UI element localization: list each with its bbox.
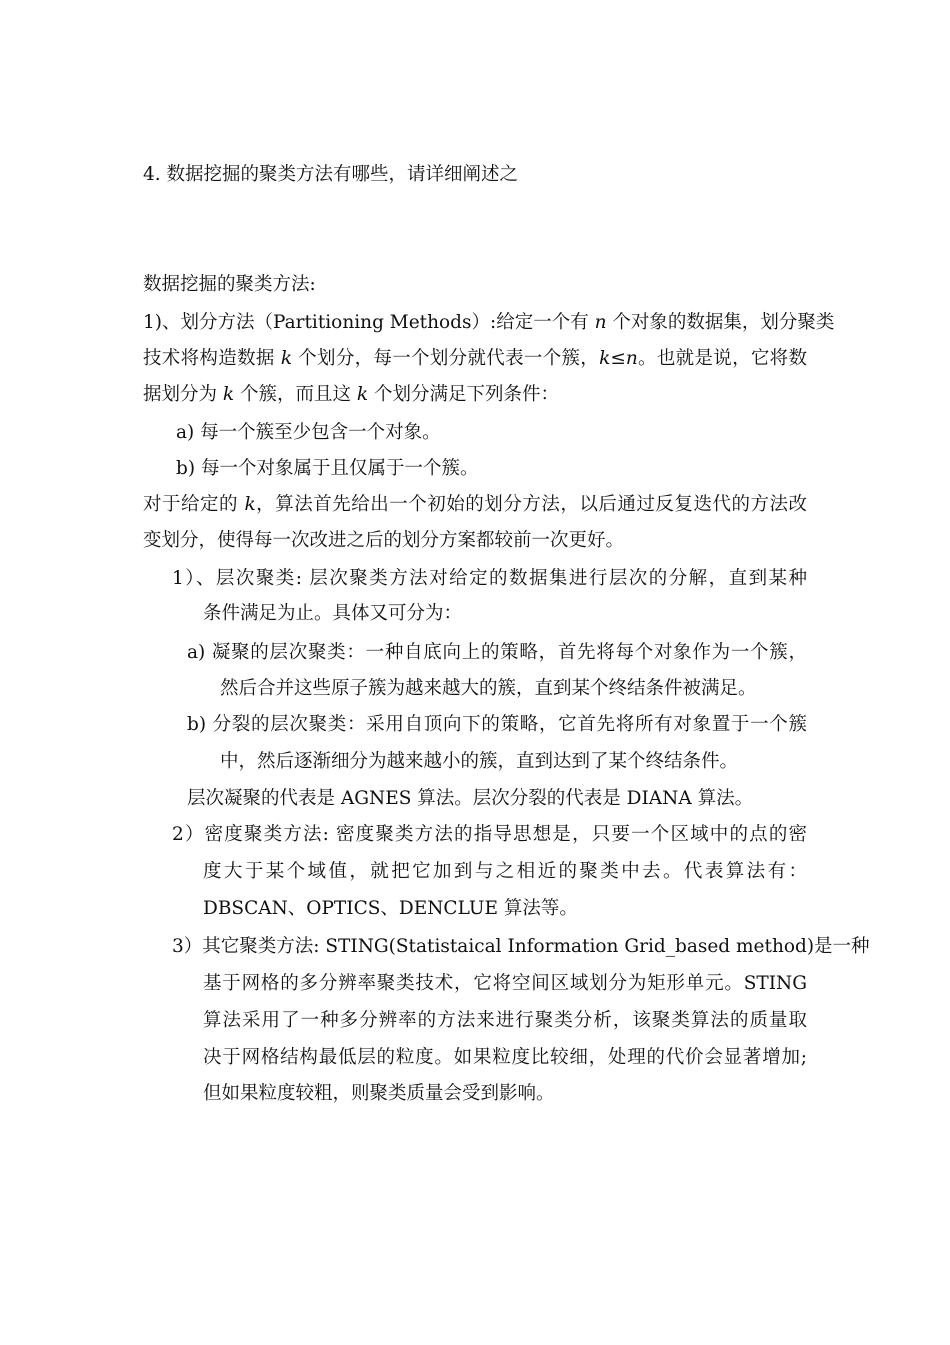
- partition-line-5: 变划分，使得每一次改进之后的划分方案都较前一次更好。: [143, 530, 625, 551]
- other-line-3: 算法采用了一种多分辨率的方法来进行聚类分析，该聚类算法的质量取: [203, 1010, 807, 1031]
- partition-line-3: 据划分为 k 个簇，而且这 k 个划分满足下列条件：: [143, 384, 559, 405]
- question-heading: 4. 数据挖掘的聚类方法有哪些，请详细阐述之: [143, 164, 519, 185]
- partition-line-2: 技术将构造数据 k 个划分，每一个划分就代表一个簇，k≤n。也就是说，它将数: [143, 348, 807, 369]
- hierarchical-b-1: b) 分裂的层次聚类：采用自顶向下的策略，它首先将所有对象置于一个簇: [187, 714, 807, 735]
- partition-condition-a: a) 每一个簇至少包含一个对象。: [176, 422, 441, 443]
- density-line-2: 度大于某个域值，就把它加到与之相近的聚类中去。代表算法有：: [203, 861, 807, 882]
- density-line-1: 2）密度聚类方法: 密度聚类方法的指导思想是，只要一个区域中的点的密: [172, 824, 807, 845]
- hierarchical-line-2: 条件满足为止。具体又可分为：: [203, 603, 463, 624]
- hierarchical-a-1: a) 凝聚的层次聚类：一种自底向上的策略，首先将每个对象作为一个簇，: [187, 642, 807, 663]
- intro-text: 数据挖掘的聚类方法:: [143, 274, 316, 295]
- other-line-5: 但如果粒度较粗，则聚类质量会受到影响。: [203, 1083, 555, 1104]
- hierarchical-b-2: 中，然后逐渐细分为越来越小的簇，直到达到了某个终结条件。: [220, 751, 739, 772]
- other-line-1: 3）其它聚类方法: STING(Statistaical Information Grid_based method)是一种: [172, 936, 870, 957]
- partition-condition-b: b) 每一个对象属于且仅属于一个簇。: [176, 458, 479, 479]
- partition-line-1: 1)、划分方法（Partitioning Methods）:给定一个有 n 个对象的数据集，划分聚类: [143, 312, 835, 333]
- other-line-4: 决于网格结构最低层的粒度。如果粒度比较细，处理的代价会显著增加;: [203, 1047, 807, 1068]
- partition-line-4: 对于给定的 k，算法首先给出一个初始的划分方法，以后通过反复迭代的方法改: [143, 494, 807, 515]
- hierarchical-line-1: 1）、层次聚类: 层次聚类方法对给定的数据集进行层次的分解，直到某种: [172, 568, 807, 589]
- other-line-2: 基于网格的多分辨率聚类技术，它将空间区域划分为矩形单元。STING: [203, 973, 807, 994]
- hierarchical-summary: 层次凝聚的代表是 AGNES 算法。层次分裂的代表是 DIANA 算法。: [187, 788, 754, 809]
- hierarchical-a-2: 然后合并这些原子簇为越来越大的簇，直到某个终结条件被满足。: [220, 678, 757, 699]
- density-line-3: DBSCAN、OPTICS、DENCLUE 算法等。: [203, 898, 578, 919]
